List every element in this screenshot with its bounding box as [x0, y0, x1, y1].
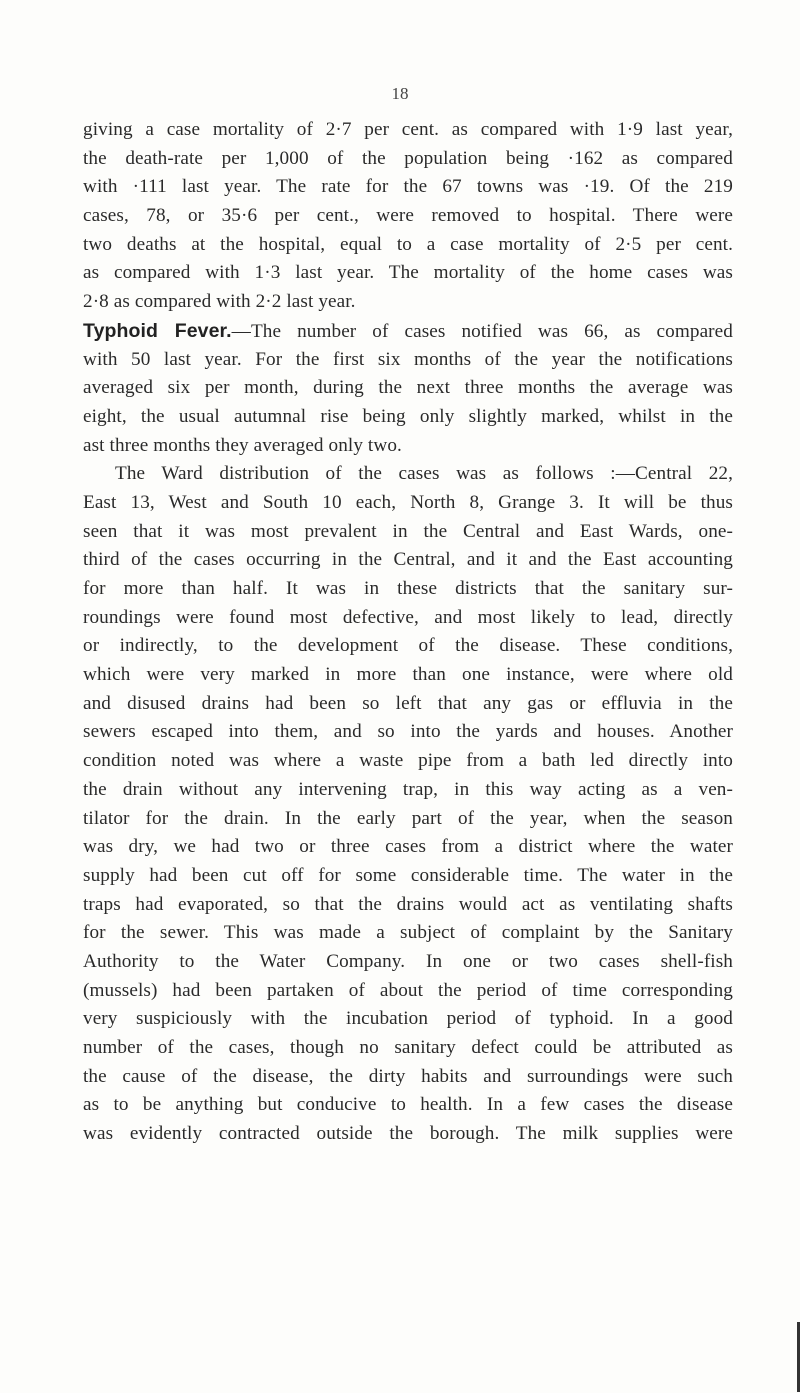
text-line: for the sewer. This was made a subject of complaint by the Sanitary [83, 922, 733, 944]
text-line: number of the cases, though no sanitary defect could be attributed as [83, 1037, 733, 1058]
typhoid-first-line-text: —The number of cases notified was 66, as compared [231, 320, 733, 342]
page-number: 18 [391, 84, 409, 103]
text-line: which were very marked in more than one instance, were where old [83, 664, 733, 686]
text-line: was dry, we had two or three cases from a district where the water [83, 836, 733, 858]
text-line: two deaths at the hospital, equal to a case mortality of 2·5 per cent. [83, 233, 733, 255]
text-line: roundings were found most defective, and most likely to lead, directly [83, 606, 733, 628]
text-line: or indirectly, to the development of the disease. These conditions, [83, 635, 733, 657]
text-line: with 50 last year. For the first six months of the year the notifications [83, 348, 733, 370]
text-line: with ·111 last year. The rate for the 67 towns was ·19. Of the 219 [83, 176, 733, 198]
text-line: giving a case mortality of 2·7 per cent. as compared with 1·9 last year, [83, 119, 733, 140]
text-line: cases, 78, or 35·6 per cent., were removed to hospital. There were [83, 205, 733, 227]
text-line: (mussels) had been partaken of about the period of time corresponding [83, 979, 733, 1001]
text-line: as compared with 1·3 last year. The mortality of the home cases was [83, 262, 733, 284]
text-line: eight, the usual autumnal rise being only slightly marked, whilst in the [83, 405, 733, 427]
text-line: traps had evaporated, so that the drains would act as ventilating shafts [83, 893, 733, 915]
text-line: seen that it was most prevalent in the Central and East Wards, one- [83, 520, 733, 542]
text-line: the death-rate per 1,000 of the population being ·162 as compared [83, 147, 733, 169]
text-line: averaged six per month, during the next three months the average was [83, 377, 733, 399]
text-line: third of the cases occurring in the Central, and it and the East accounting [83, 549, 733, 571]
text-line: East 13, West and South 10 each, North 8, Grange 3. It will be thus [83, 491, 733, 513]
text-line: supply had been cut off for some considerable time. The water in the [83, 864, 733, 886]
text-line: sewers escaped into them, and so into the yards and houses. Another [83, 721, 733, 743]
text-line: tilator for the drain. In the early part of the year, when the season [83, 807, 733, 829]
text-line: Authority to the Water Company. In one or two cases shell-fish [83, 950, 733, 972]
typhoid-first-line [83, 317, 733, 346]
text-line: was evidently contracted outside the borough. The milk supplies were [83, 1123, 733, 1145]
section-heading-typhoid-fever: Typhoid Fever. [83, 319, 232, 342]
text-line: and disused drains had been so left that any gas or effluvia in the [83, 692, 733, 714]
text-line: the drain without any intervening trap, in this way acting as a ven- [83, 778, 733, 800]
text-line: the cause of the disease, the dirty habits and surroundings were such [83, 1065, 733, 1087]
text-line: very suspiciously with the incubation period of typhoid. In a good [83, 1008, 733, 1030]
text-line: ast three months they averaged only two. [83, 434, 402, 456]
text-line: The Ward distribution of the cases was as follows :—Central 22, [115, 463, 733, 485]
text-line: 2·8 as compared with 2·2 last year. [83, 291, 356, 313]
text-line: for more than half. It was in these districts that the sanitary sur- [83, 578, 733, 599]
text-line: as to be anything but conducive to health. In a few cases the disease [83, 1094, 733, 1116]
text-line: condition noted was where a waste pipe from a bath led directly into [83, 750, 733, 772]
body-text [83, 116, 733, 1149]
